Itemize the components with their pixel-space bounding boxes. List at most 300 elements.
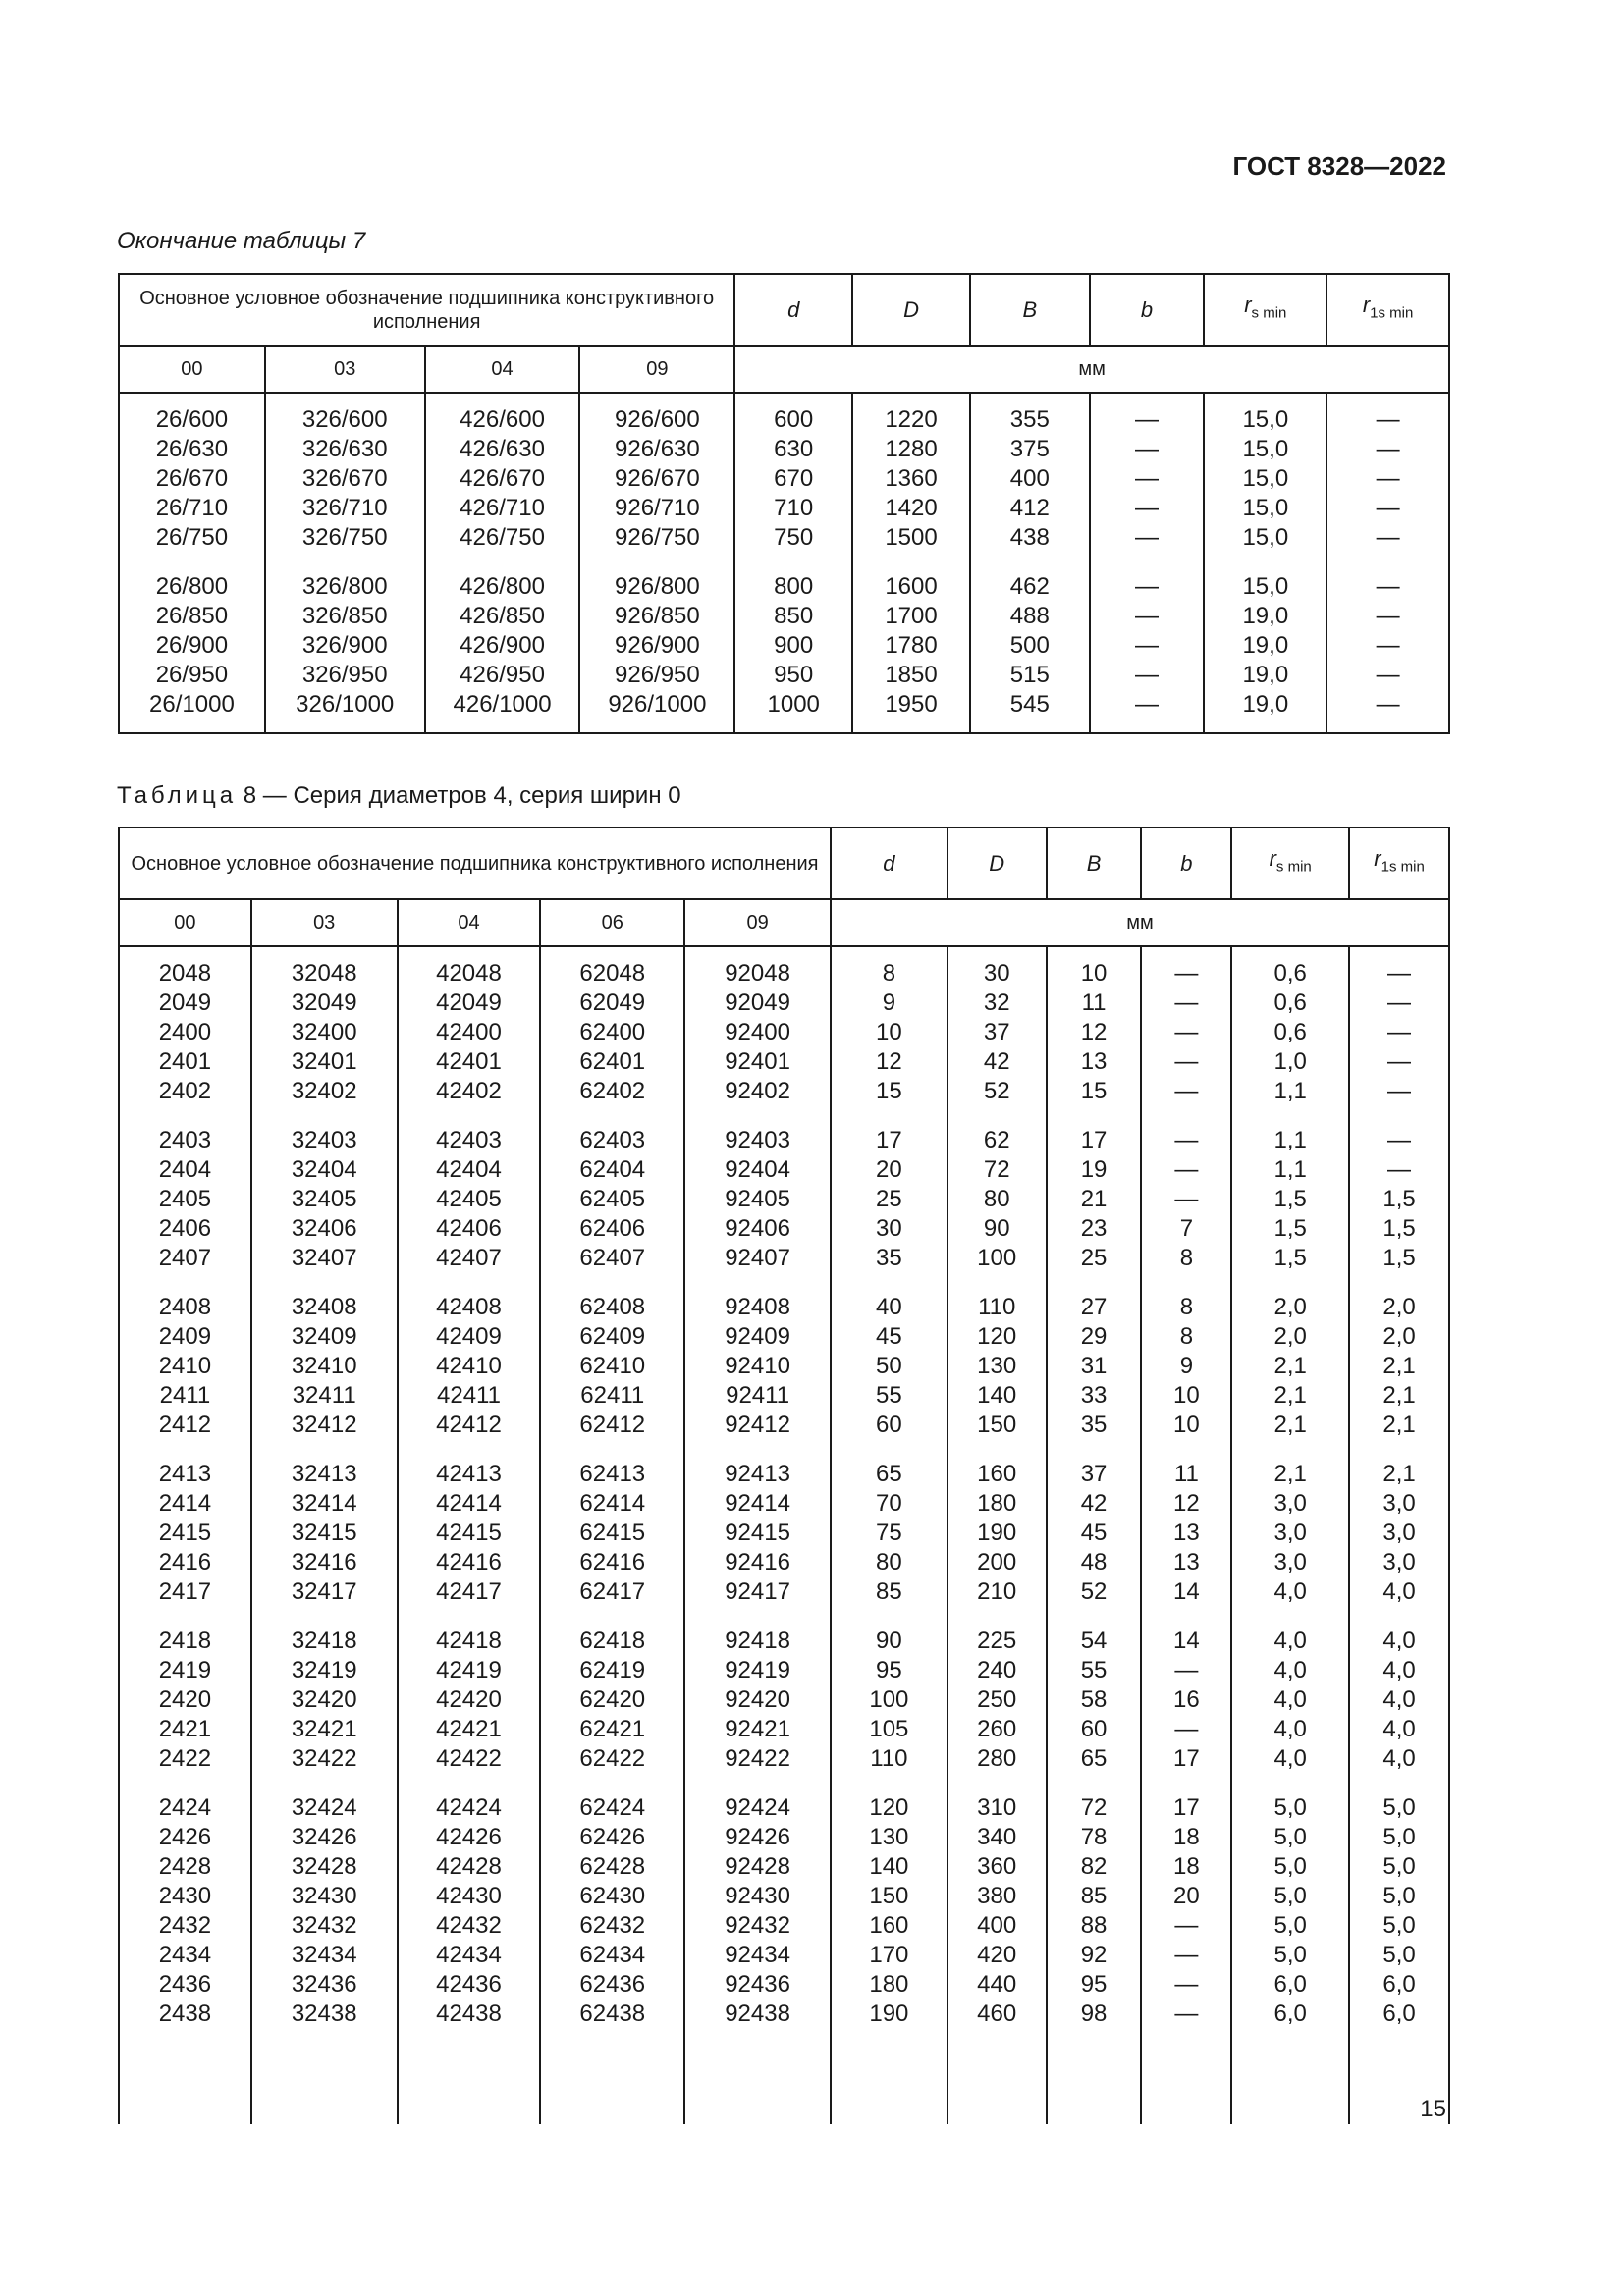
cell-r1s: 6,0 — [1382, 1971, 1416, 1998]
cell-D: 1780 — [885, 632, 938, 659]
cell-D: 440 — [977, 1971, 1017, 1998]
cell-03: 326/710 — [301, 495, 388, 521]
cell-r1s: — — [1376, 495, 1400, 521]
cell-D: 1220 — [885, 406, 938, 433]
cell-09: 92409 — [725, 1323, 790, 1350]
cell-09: 92411 — [726, 1382, 790, 1409]
cell-B: 92 — [1080, 1942, 1108, 1968]
cell-09: 92421 — [725, 1716, 790, 1742]
cell-B: 11 — [1081, 989, 1107, 1016]
cell-rs: 3,0 — [1273, 1549, 1307, 1575]
cell-rs: 6,0 — [1273, 1971, 1307, 1998]
column-B-values — [1047, 946, 1142, 2124]
cell-03: 32400 — [291, 1019, 357, 1045]
cell-04: 42416 — [436, 1549, 502, 1575]
cell-r1s: — — [1376, 524, 1400, 551]
cell-r1s: 2,1 — [1382, 1353, 1416, 1379]
cell-03: 32432 — [291, 1912, 357, 1939]
cell-04: 42421 — [436, 1716, 502, 1742]
column-b-values — [1141, 946, 1231, 2124]
cell-03: 32421 — [291, 1716, 357, 1742]
cell-d: 40 — [876, 1294, 902, 1320]
cell-04: 42426 — [436, 1824, 502, 1850]
row-group — [1048, 1460, 1141, 1607]
cell-04: 42403 — [436, 1127, 502, 1153]
row-group — [541, 1460, 683, 1607]
cell-d: 25 — [876, 1186, 902, 1212]
cell-rs: 4,0 — [1273, 1578, 1307, 1605]
cell-00: 2048 — [158, 960, 212, 987]
cell-rs: 15,0 — [1242, 406, 1289, 433]
cell-00: 2401 — [158, 1048, 212, 1075]
cell-B: 78 — [1080, 1824, 1108, 1850]
cell-09: 926/600 — [615, 406, 700, 433]
cell-B: 515 — [1009, 662, 1050, 688]
cell-B: 37 — [1080, 1461, 1108, 1487]
row-group — [971, 572, 1089, 720]
cell-d: 20 — [876, 1156, 902, 1183]
cell-rs: 5,0 — [1273, 1794, 1307, 1821]
cell-04: 42438 — [436, 2001, 502, 2027]
column-03-values — [265, 393, 425, 733]
cell-D: 1950 — [885, 691, 938, 718]
cell-d: 75 — [876, 1520, 902, 1546]
cell-00: 2422 — [158, 1745, 212, 1772]
cell-D: 140 — [977, 1382, 1017, 1409]
cell-09: 92410 — [725, 1353, 790, 1379]
cell-d: 15 — [876, 1078, 902, 1104]
cell-D: 310 — [977, 1794, 1017, 1821]
cell-03: 32410 — [291, 1353, 357, 1379]
cell-09: 92048 — [725, 960, 790, 987]
cell-b: 18 — [1173, 1824, 1200, 1850]
cell-B: 10 — [1080, 960, 1108, 987]
cell-00: 2403 — [158, 1127, 212, 1153]
cell-03: 32420 — [291, 1686, 357, 1713]
cell-b: 14 — [1173, 1628, 1200, 1654]
cell-09: 92413 — [725, 1461, 790, 1487]
cell-rs: 2,0 — [1273, 1323, 1307, 1350]
row-group — [832, 1293, 947, 1440]
cell-b: — — [1174, 989, 1199, 1016]
cell-rs: 5,0 — [1273, 1912, 1307, 1939]
cell-03: 32407 — [291, 1245, 357, 1271]
cell-03: 32418 — [291, 1628, 357, 1654]
column-header-04: 04 — [398, 899, 541, 946]
cell-B: 98 — [1080, 2001, 1108, 2027]
cell-06: 62416 — [579, 1549, 646, 1575]
header-b: b — [1141, 828, 1231, 899]
cell-b: — — [1135, 465, 1160, 492]
cell-B: 355 — [1009, 406, 1050, 433]
cell-D: 225 — [977, 1628, 1017, 1654]
cell-B: 31 — [1080, 1353, 1108, 1379]
cell-06: 62438 — [579, 2001, 646, 2027]
column-header-03: 03 — [251, 899, 398, 946]
cell-B: 12 — [1080, 1019, 1108, 1045]
header-rs-min: $r_{s min}$ — [1231, 828, 1349, 899]
cell-b: — — [1135, 436, 1160, 462]
cell-B: 60 — [1080, 1716, 1108, 1742]
cell-b: — — [1174, 1048, 1199, 1075]
column-d-values — [831, 946, 947, 2124]
cell-D: 80 — [983, 1186, 1010, 1212]
row-group — [1048, 1793, 1141, 2029]
cell-04: 42400 — [436, 1019, 502, 1045]
row-group — [1205, 572, 1326, 720]
cell-09: 92417 — [725, 1578, 790, 1605]
header-D: D — [852, 274, 970, 346]
cell-03: 326/950 — [301, 662, 388, 688]
cell-rs: 1,1 — [1273, 1078, 1307, 1104]
cell-D: 250 — [977, 1686, 1017, 1713]
cell-b: — — [1174, 1971, 1199, 1998]
cell-b: — — [1174, 1156, 1199, 1183]
cell-D: 180 — [977, 1490, 1017, 1517]
row-group — [1232, 1126, 1348, 1273]
cell-rs: 2,0 — [1273, 1294, 1307, 1320]
row-group — [120, 1293, 250, 1440]
cell-D: 120 — [977, 1323, 1017, 1350]
cell-03: 32428 — [291, 1853, 357, 1880]
row-group — [541, 1293, 683, 1440]
row-group — [1205, 405, 1326, 553]
cell-B: 95 — [1080, 1971, 1108, 1998]
cell-00: 2412 — [158, 1412, 212, 1438]
cell-00: 2405 — [158, 1186, 212, 1212]
cell-00: 2424 — [158, 1794, 212, 1821]
cell-09: 92049 — [725, 989, 790, 1016]
row-group — [832, 1793, 947, 2029]
cell-rs: 0,6 — [1273, 960, 1307, 987]
cell-09: 92418 — [725, 1628, 790, 1654]
row-group — [685, 1793, 830, 2029]
row-group — [832, 959, 947, 1106]
cell-rs: 1,5 — [1273, 1186, 1307, 1212]
cell-B: 400 — [1009, 465, 1050, 492]
cell-d: 60 — [876, 1412, 902, 1438]
row-group — [832, 1460, 947, 1607]
cell-04: 42406 — [436, 1215, 502, 1242]
cell-d: 180 — [869, 1971, 909, 1998]
cell-06: 62415 — [579, 1520, 646, 1546]
cell-r1s: 2,1 — [1382, 1461, 1416, 1487]
column-header-09: 09 — [684, 899, 831, 946]
cell-06: 62432 — [579, 1912, 646, 1939]
cell-b: — — [1174, 1078, 1199, 1104]
cell-rs: 5,0 — [1273, 1883, 1307, 1909]
cell-03: 326/600 — [301, 406, 388, 433]
cell-09: 92436 — [725, 1971, 790, 1998]
row-group — [1350, 1793, 1448, 2029]
cell-09: 92416 — [725, 1549, 790, 1575]
cell-09: 92405 — [725, 1186, 790, 1212]
cell-r1s: — — [1387, 1078, 1412, 1104]
cell-rs: 3,0 — [1273, 1490, 1307, 1517]
row-group — [853, 405, 969, 553]
cell-b: 8 — [1179, 1323, 1194, 1350]
cell-09: 92407 — [725, 1245, 790, 1271]
cell-r1s: 1,5 — [1382, 1245, 1416, 1271]
cell-04: 426/950 — [460, 662, 545, 688]
cell-04: 42428 — [436, 1853, 502, 1880]
cell-d: 190 — [869, 2001, 909, 2027]
column-header-03: 03 — [265, 346, 425, 393]
cell-00: 2420 — [158, 1686, 212, 1713]
cell-r1s: — — [1387, 1156, 1412, 1183]
column-B-values — [970, 393, 1090, 733]
cell-r1s: 2,0 — [1382, 1294, 1416, 1320]
row-group — [1048, 1293, 1141, 1440]
column-rs-values — [1231, 946, 1349, 2124]
cell-d: 140 — [869, 1853, 909, 1880]
row-group — [853, 572, 969, 720]
cell-rs: 5,0 — [1273, 1853, 1307, 1880]
row-group — [1327, 572, 1448, 720]
cell-00: 26/950 — [155, 662, 229, 688]
row-group — [580, 405, 733, 553]
cell-04: 426/750 — [460, 524, 545, 551]
cell-00: 2404 — [158, 1156, 212, 1183]
row-group — [1232, 1293, 1348, 1440]
cell-B: 54 — [1080, 1628, 1108, 1654]
cell-00: 2414 — [158, 1490, 212, 1517]
row-group — [120, 1793, 250, 2029]
document-code: ГОСТ 8328—2022 — [1232, 151, 1446, 181]
header-d: d — [734, 274, 852, 346]
table-7 — [118, 273, 1450, 734]
cell-r1s: — — [1387, 1019, 1412, 1045]
cell-03: 32415 — [291, 1520, 357, 1546]
cell-00: 26/710 — [155, 495, 229, 521]
cell-03: 326/750 — [301, 524, 388, 551]
cell-04: 42413 — [436, 1461, 502, 1487]
cell-06: 62404 — [579, 1156, 646, 1183]
cell-09: 92438 — [725, 2001, 790, 2027]
cell-D: 380 — [977, 1883, 1017, 1909]
row-group — [580, 572, 733, 720]
cell-B: 27 — [1080, 1294, 1108, 1320]
cell-rs: 4,0 — [1273, 1716, 1307, 1742]
row-group — [120, 405, 264, 553]
cell-06: 62430 — [579, 1883, 646, 1909]
cell-04: 426/900 — [460, 632, 545, 659]
cell-00: 2418 — [158, 1628, 212, 1654]
cell-03: 326/850 — [301, 603, 388, 629]
cell-r1s: — — [1376, 436, 1400, 462]
cell-04: 42412 — [436, 1412, 502, 1438]
cell-r1s: — — [1376, 632, 1400, 659]
cell-03: 32417 — [291, 1578, 357, 1605]
cell-b: — — [1135, 632, 1160, 659]
cell-rs: 3,0 — [1273, 1520, 1307, 1546]
cell-r1s: 3,0 — [1382, 1549, 1416, 1575]
header-b: b — [1090, 274, 1205, 346]
cell-04: 426/850 — [460, 603, 545, 629]
cell-D: 90 — [983, 1215, 1010, 1242]
cell-06: 62424 — [579, 1794, 646, 1821]
cell-B: 52 — [1080, 1578, 1108, 1605]
cell-03: 32406 — [291, 1215, 357, 1242]
header-rs-min: $r_{s min}$ — [1204, 274, 1326, 346]
cell-00: 2402 — [158, 1078, 212, 1104]
row-group — [1232, 959, 1348, 1106]
row-group — [252, 1627, 397, 1774]
cell-00: 2400 — [158, 1019, 212, 1045]
row-group — [1232, 1627, 1348, 1774]
cell-09: 926/750 — [615, 524, 700, 551]
cell-b: 10 — [1173, 1412, 1200, 1438]
page-number: 15 — [1420, 2096, 1446, 2122]
cell-04: 426/670 — [460, 465, 545, 492]
cell-00: 2428 — [158, 1853, 212, 1880]
cell-09: 926/850 — [615, 603, 700, 629]
cell-d: 17 — [876, 1127, 902, 1153]
cell-b: — — [1135, 691, 1160, 718]
cell-04: 426/710 — [460, 495, 545, 521]
cell-00: 2416 — [158, 1549, 212, 1575]
cell-b: — — [1135, 524, 1160, 551]
cell-03: 32426 — [291, 1824, 357, 1850]
cell-r1s: 3,0 — [1382, 1490, 1416, 1517]
table7-main-header: Основное условное обозначение подшипника конструктивного исполнения — [119, 274, 734, 346]
row-group — [1350, 1126, 1448, 1273]
cell-rs: 1,5 — [1273, 1215, 1307, 1242]
cell-d: 750 — [774, 524, 814, 551]
cell-d: 120 — [869, 1794, 909, 1821]
cell-B: 85 — [1080, 1883, 1108, 1909]
cell-00: 26/600 — [155, 406, 229, 433]
cell-r1s: 4,0 — [1382, 1628, 1416, 1654]
cell-rs: 19,0 — [1242, 632, 1289, 659]
cell-B: 82 — [1080, 1853, 1108, 1880]
column-D-values — [852, 393, 970, 733]
cell-b: 10 — [1173, 1382, 1200, 1409]
cell-06: 62436 — [579, 1971, 646, 1998]
cell-04: 42415 — [436, 1520, 502, 1546]
column-06-values — [540, 946, 684, 2124]
cell-D: 160 — [977, 1461, 1017, 1487]
cell-09: 92426 — [725, 1824, 790, 1850]
cell-B: 500 — [1009, 632, 1050, 659]
cell-d: 9 — [882, 989, 896, 1016]
cell-rs: 1,1 — [1273, 1127, 1307, 1153]
cell-04: 426/630 — [460, 436, 545, 462]
row-group — [541, 1627, 683, 1774]
cell-D: 1360 — [885, 465, 938, 492]
cell-03: 32408 — [291, 1294, 357, 1320]
row-group — [1232, 1793, 1348, 2029]
cell-d: 1000 — [767, 691, 820, 718]
cell-09: 92412 — [725, 1412, 790, 1438]
cell-09: 92408 — [725, 1294, 790, 1320]
cell-06: 62417 — [579, 1578, 646, 1605]
cell-D: 190 — [977, 1520, 1017, 1546]
column-00-values — [119, 393, 265, 733]
cell-09: 92404 — [725, 1156, 790, 1183]
row-group — [1327, 405, 1448, 553]
cell-04: 42409 — [436, 1323, 502, 1350]
cell-b: 18 — [1173, 1853, 1200, 1880]
cell-d: 10 — [876, 1019, 902, 1045]
cell-06: 62422 — [579, 1745, 646, 1772]
cell-r1s: 4,0 — [1382, 1686, 1416, 1713]
cell-B: 72 — [1080, 1794, 1108, 1821]
cell-00: 26/1000 — [149, 691, 235, 718]
cell-r1s: 1,5 — [1382, 1186, 1416, 1212]
cell-09: 926/950 — [615, 662, 700, 688]
row-group — [1091, 572, 1204, 720]
cell-d: 55 — [876, 1382, 902, 1409]
cell-06: 62413 — [579, 1461, 646, 1487]
header-B: B — [1047, 828, 1142, 899]
cell-00: 26/850 — [155, 603, 229, 629]
row-group — [735, 572, 851, 720]
cell-03: 32419 — [291, 1657, 357, 1683]
cell-r1s: — — [1376, 465, 1400, 492]
cell-04: 42414 — [436, 1490, 502, 1517]
cell-06: 62409 — [579, 1323, 646, 1350]
cell-d: 85 — [876, 1578, 902, 1605]
cell-00: 26/900 — [155, 632, 229, 659]
column-03-values — [251, 946, 398, 2124]
row-group — [1232, 1460, 1348, 1607]
cell-d: 950 — [774, 662, 814, 688]
cell-03: 326/670 — [301, 465, 388, 492]
column-09-values — [684, 946, 831, 2124]
cell-B: 23 — [1080, 1215, 1108, 1242]
row-group — [1142, 1126, 1230, 1273]
cell-d: 50 — [876, 1353, 902, 1379]
cell-r1s: 5,0 — [1382, 1912, 1416, 1939]
cell-D: 200 — [977, 1549, 1017, 1575]
cell-b: 17 — [1173, 1745, 1200, 1772]
cell-B: 15 — [1080, 1078, 1108, 1104]
cell-d: 630 — [774, 436, 814, 462]
row-group — [685, 1293, 830, 1440]
row-group — [735, 405, 851, 553]
cell-d: 65 — [876, 1461, 902, 1487]
cell-09: 926/670 — [615, 465, 700, 492]
cell-06: 62418 — [579, 1628, 646, 1654]
cell-b: — — [1174, 2001, 1199, 2027]
cell-03: 32414 — [291, 1490, 357, 1517]
column-D-values — [947, 946, 1047, 2124]
cell-B: 21 — [1080, 1186, 1108, 1212]
cell-09: 92402 — [725, 1078, 790, 1104]
cell-06: 62412 — [579, 1412, 646, 1438]
table-8 — [118, 827, 1450, 2124]
cell-06: 62405 — [579, 1186, 646, 1212]
column-header-00: 00 — [119, 346, 265, 393]
cell-B: 545 — [1009, 691, 1050, 718]
cell-b: 16 — [1173, 1686, 1200, 1713]
cell-b: — — [1135, 573, 1160, 600]
cell-03: 32409 — [291, 1323, 357, 1350]
column-09-values — [579, 393, 734, 733]
cell-06: 62410 — [579, 1353, 646, 1379]
row-group — [948, 1627, 1046, 1774]
cell-B: 42 — [1080, 1490, 1108, 1517]
cell-d: 35 — [876, 1245, 902, 1271]
cell-03: 32411 — [292, 1382, 356, 1409]
cell-09: 92419 — [725, 1657, 790, 1683]
cell-r1s: 2,0 — [1382, 1323, 1416, 1350]
cell-00: 2434 — [158, 1942, 212, 1968]
row-group — [1048, 959, 1141, 1106]
row-group — [948, 959, 1046, 1106]
cell-D: 130 — [977, 1353, 1017, 1379]
